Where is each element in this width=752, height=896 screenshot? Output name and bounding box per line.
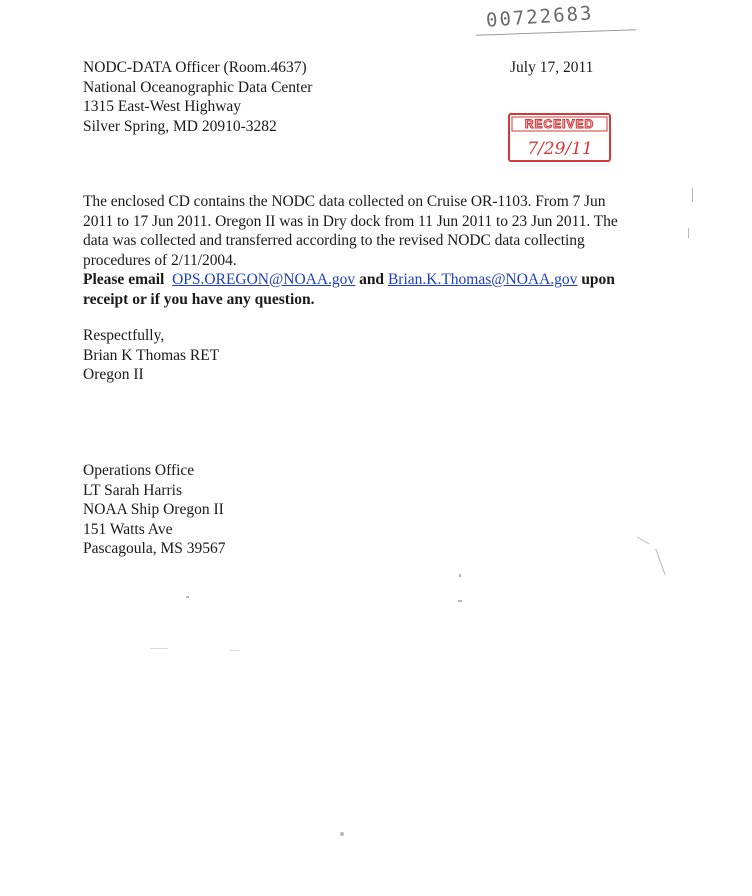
scan-speck xyxy=(688,228,689,238)
email-suffix-2: receipt or if you have any question. xyxy=(83,290,315,308)
scan-speck xyxy=(692,188,693,202)
stamp-label: RECEIVED xyxy=(524,117,595,131)
email-prefix: Please email xyxy=(83,271,165,288)
ops-line-5: Pascagoula, MS 39567 xyxy=(83,540,226,557)
ops-line-2: LT Sarah Harris xyxy=(83,481,183,499)
ops-line-3: NOAA Ship Oregon II xyxy=(83,501,224,518)
ops-email-link[interactable]: OPS.OREGON@NOAA.gov xyxy=(172,271,356,288)
body-line-3: data was collected and transferred according to the revised NODC data collecting xyxy=(83,232,585,249)
recipient-line-4: Silver Spring, MD 20910-3282 xyxy=(83,117,277,135)
ops-line-1: Operations Office xyxy=(83,462,195,479)
scan-speck xyxy=(458,600,462,602)
signer-ship: Oregon II xyxy=(83,366,144,383)
email-conjunction: and xyxy=(359,271,385,288)
scan-speck xyxy=(637,537,650,545)
operations-address xyxy=(83,461,226,559)
closing-signature xyxy=(83,326,219,385)
scan-speck xyxy=(230,650,240,651)
recipient-address xyxy=(83,58,312,136)
signer-name: Brian K Thomas RET xyxy=(83,346,220,364)
recipient-line-2: National Oceanographic Data Center xyxy=(83,78,313,96)
letter-date: July 17, 2011 xyxy=(510,59,594,76)
scan-speck xyxy=(655,549,666,576)
email-suffix-1: upon xyxy=(581,271,615,288)
body-paragraph xyxy=(83,192,673,270)
scan-speck xyxy=(150,648,168,649)
handwritten-accession-number: 00722683 xyxy=(485,2,595,32)
recipient-line-1: NODC-DATA Officer (Room.4637) xyxy=(83,59,307,76)
body-line-4: procedures of 2/11/2004. xyxy=(83,251,237,269)
scan-speck xyxy=(186,596,189,598)
scan-speck xyxy=(459,574,461,577)
body-line-2: 2011 to 17 Jun 2011. Oregon II was in Dry dock from 11 Jun 2011 to 23 Jun 2011. The xyxy=(83,212,618,230)
recipient-line-3: 1315 East-West Highway xyxy=(83,98,242,115)
received-stamp-graphic xyxy=(506,112,614,164)
received-stamp xyxy=(506,112,614,169)
body-line-1: The enclosed CD contains the NODC data collected on Cruise OR-1103. From 7 Jun xyxy=(83,193,606,210)
stamp-date: 7/29/11 xyxy=(527,139,593,159)
closing-salutation: Respectfully, xyxy=(83,327,165,344)
ops-line-4: 151 Watts Ave xyxy=(83,520,173,538)
email-request xyxy=(83,270,673,309)
scan-speck xyxy=(340,832,344,836)
brian-email-link[interactable]: Brian.K.Thomas@NOAA.gov xyxy=(387,271,578,288)
email-line-1 xyxy=(83,270,673,290)
